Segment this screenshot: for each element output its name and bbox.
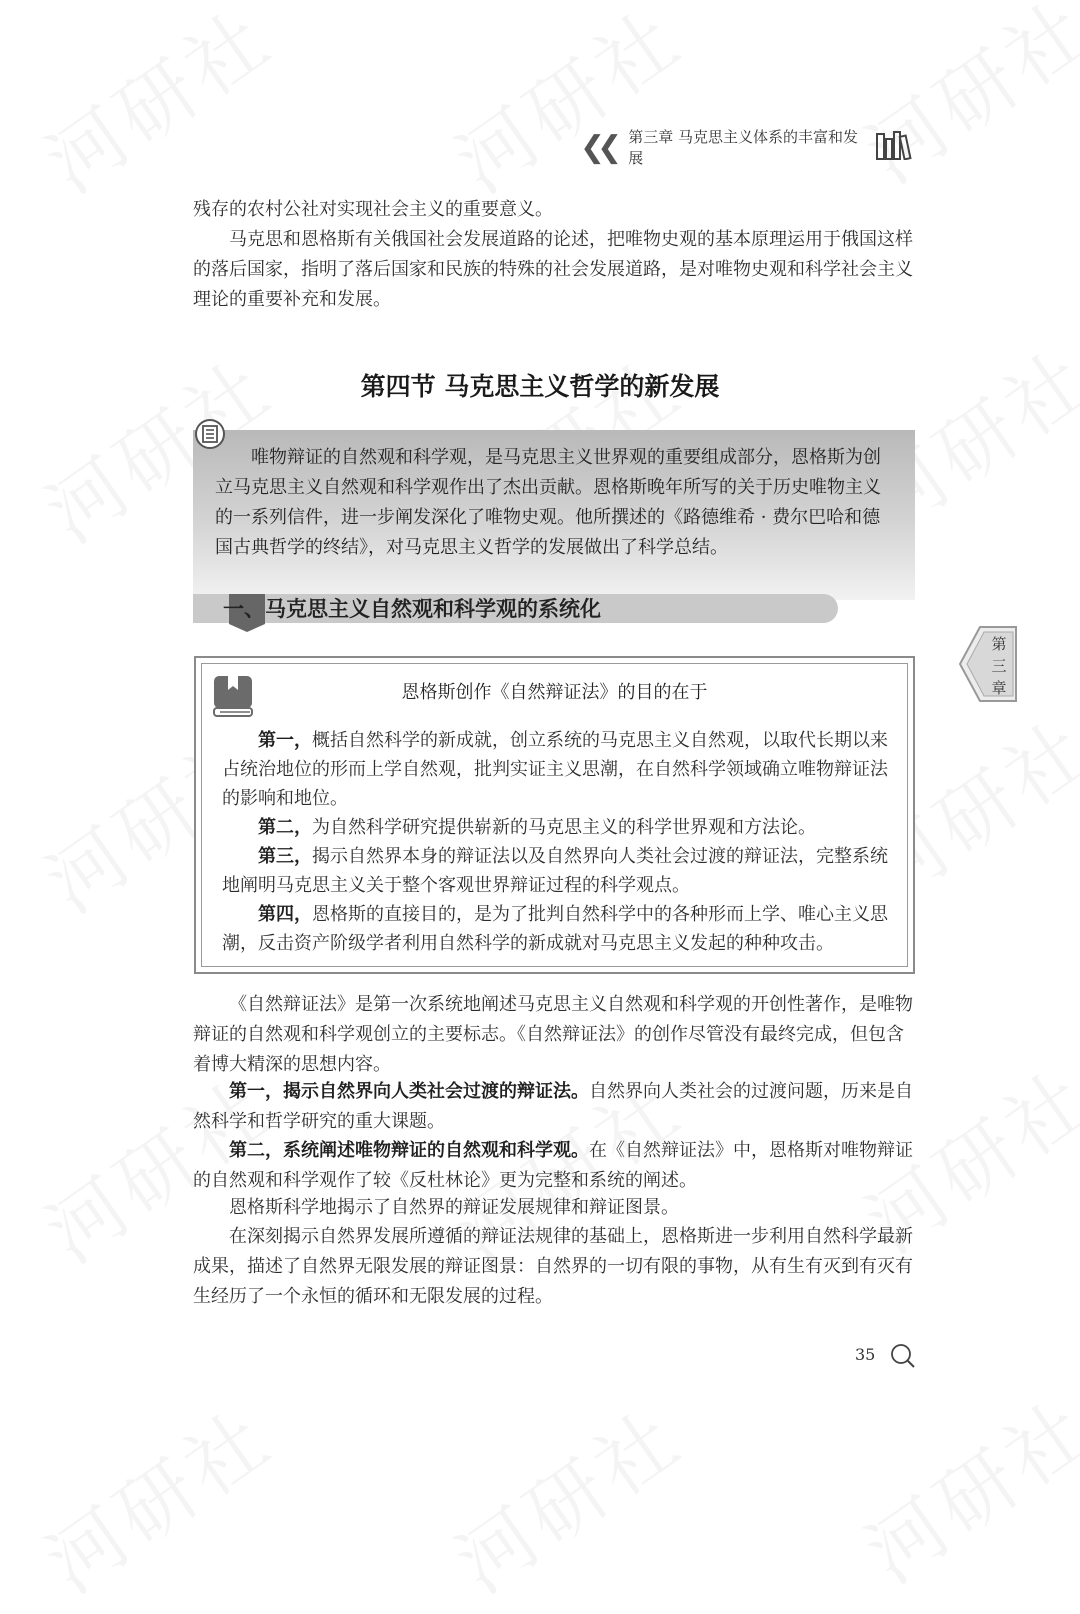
body-paragraph: [193, 1136, 913, 1196]
subsection-heading-bar: [193, 594, 838, 623]
chapter-title: 第三章 马克思主义体系的丰富和发展: [628, 128, 859, 167]
box-item: [222, 900, 894, 958]
body-paragraph-text: 自然界向人类社会的过渡问题，历来是自然科学和哲学研究的重大课题。: [193, 1081, 913, 1132]
body-paragraph: 在深刻揭示自然界发展所遵循的辩证法规律的基础上，恩格斯进一步利用自然科学最新成果，描述了自然界无限发展的辩证图景：自然界的一切有限的事物，从有生有灭到有灭有生经历了一个永恒的循环和无限发展的过程。: [193, 1226, 913, 1307]
body-paragraph-lead: 第一，揭示自然界向人类社会过渡的辩证法。: [229, 1081, 589, 1102]
side-tab-char: 章: [991, 679, 1007, 697]
watermark: [431, 0, 702, 214]
double-chevron-left-icon: ❮❮: [580, 129, 615, 165]
box-item: [222, 726, 894, 813]
watermark: [21, 0, 292, 214]
notes-icon: [194, 418, 226, 454]
body-paragraph: 恩格斯科学地揭示了自然界的辩证发展规律和辩证图景。: [229, 1197, 679, 1218]
box-item-text: 揭示自然界本身的辩证法以及自然界向人类社会过渡的辩证法，完整系统地阐明马克思主义关于整个客观世界辩证过程的科学观点。: [222, 846, 888, 896]
watermark: [841, 1368, 1080, 1604]
box-title: 恩格斯创作《自然辩证法》的目的在于: [401, 682, 708, 703]
body-paragraph: 《自然辩证法》是第一次系统地阐述马克思主义自然观和科学观的开创性著作，是唯物辩证的自然观和科学观创立的主要标志。《自然辩证法》的创作尽管没有最终完成，但包含着博大精深的思想内容。: [193, 994, 913, 1075]
watermark: [21, 1378, 292, 1614]
section-title: 第四节 马克思主义哲学的新发展: [360, 372, 720, 401]
watermark: [841, 0, 1080, 204]
key-points-box: [194, 656, 915, 974]
books-icon: [875, 130, 915, 164]
box-item: [222, 842, 894, 900]
body-paragraph-text: 在《自然辩证法》中，恩格斯对唯物辩证的自然观和科学观作了较《反杜林论》更为完整和系统的阐述。: [193, 1140, 913, 1191]
box-item-lead: 第一，: [258, 730, 312, 751]
box-item-text: 恩格斯的直接目的，是为了批判自然科学中的各种形而上学、唯心主义思潮，反击资产阶级学者利用自然科学的新成就对马克思主义发起的种种攻击。: [222, 904, 888, 954]
side-tab-char: 三: [991, 657, 1007, 675]
running-header: [580, 128, 915, 167]
box-item-lead: 第二，: [258, 817, 312, 838]
page-number: 35: [855, 1345, 876, 1364]
intro-paragraph-continuation: 残存的农村公社对实现社会主义的重要意义。: [193, 199, 553, 220]
box-item-text: 概括自然科学的新成就，创立系统的马克思主义自然观，以取代长期以来占统治地位的形而上学自然观，批判实证主义思潮，在自然科学领域确立唯物辩证法的影响和地位。: [222, 730, 888, 809]
body-paragraph: [193, 1077, 913, 1137]
section-summary-panel: [193, 430, 915, 600]
magnifier-icon: [890, 1343, 916, 1373]
subsection-title: 一、马克思主义自然观和科学观的系统化: [223, 596, 601, 621]
box-item-lead: 第四，: [258, 904, 312, 925]
body-paragraph-lead: 第二，系统阐述唯物辩证的自然观和科学观。: [229, 1140, 589, 1161]
section-summary-text: 唯物辩证的自然观和科学观，是马克思主义世界观的重要组成部分，恩格斯为创立马克思主义自然观和科学观作出了杰出贡献。恩格斯晚年所写的关于历史唯物主义的一系列信件，进一步阐发深化了唯物史观。他所撰述的《路德维希 · 费尔巴哈和德国古典哲学的终结》，对马克思主义哲学的发展做出了科学总结。: [215, 447, 881, 558]
side-tab-char: 第: [991, 635, 1007, 653]
watermark: [431, 1378, 702, 1614]
box-item: [222, 813, 894, 842]
box-item-text: 为自然科学研究提供崭新的马克思主义的科学世界观和方法论。: [312, 817, 816, 838]
box-item-lead: 第三，: [258, 846, 312, 867]
chapter-side-tab: [958, 625, 1018, 707]
intro-paragraph: 马克思和恩格斯有关俄国社会发展道路的论述，把唯物史观的基本原理运用于俄国这样的落后国家，指明了落后国家和民族的特殊的社会发展道路，是对唯物史观和科学社会主义理论的重要补充和发展。: [193, 229, 913, 310]
